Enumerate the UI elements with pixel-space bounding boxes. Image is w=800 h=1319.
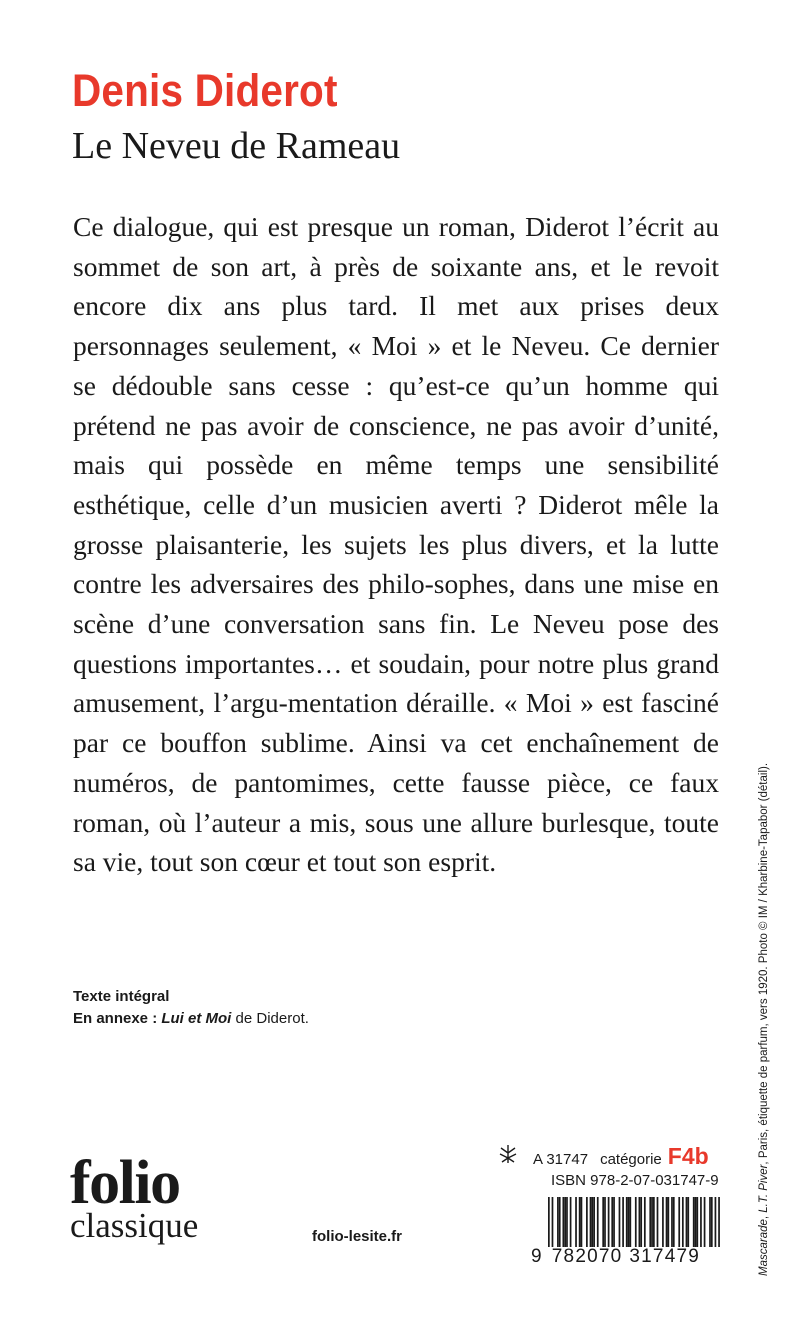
barcode-bar [622,1197,624,1247]
barcode-bar [619,1197,621,1247]
barcode-bar [693,1197,695,1247]
barcode-bar [548,1197,550,1247]
barcode-bar [597,1197,599,1247]
appendix-end: . [304,1010,309,1027]
logo-classique: classique [70,1206,199,1245]
barcode-bar [557,1197,559,1247]
blurb-text: Ce dialogue, qui est presque un roman, Diderot l’écrit au sommet de son art, à près de soixante ans, et le revoit encore dix ans plus tard. Il met aux prises deux personnages seulement, « Moi » et le Neveu. Ce dernier se dédouble sans cesse : qu’est-ce qu’un homme qui prétend ne pas avoir de conscience, ne pas avoir d’unité, mais qui possède en même temps une sensibilité esthétique, celle d’un musicien averti ? Diderot mêle la grosse plaisanterie, les sujets les plus divers, et la lutte contre les adversaires des philo-sophes, dans une mise en scène d’une conversation sans fin. Le Neveu pose des questions importantes… et soudain, pour notre plus grand amusement, l’argu-mentation déraille. « Moi » est fasciné par ce bouffon sublime. Ainsi va cet enchaînement de numéros, de pantomimes, cette fausse pièce, ce faux roman, où l’auteur a mis, sous une allure burlesque, toute sa vie, tout son cœur et tout son esprit. [73,211,719,878]
barcode-bar [570,1197,572,1247]
book-title: Le Neveu de Rameau [72,125,401,167]
logo-folio: folio [70,1149,180,1217]
barcode-bar [711,1197,713,1247]
barcode-bar [651,1197,653,1247]
barcode-bar [673,1197,675,1247]
barcode-bar [644,1197,646,1247]
reference-code: A 31747 [533,1151,589,1168]
barcode-left-digits: 782070 [551,1246,623,1267]
barcode-bar [696,1197,698,1247]
barcode-bar [715,1197,717,1247]
barcode-bar [649,1197,651,1247]
barcode-bar [704,1197,706,1247]
barcode-bar [586,1197,588,1247]
publisher-mark-icon [497,1144,519,1168]
barcode-bar [581,1197,583,1247]
credit-rest: , Paris, étiquette de parfum, vers 1920. Photo © IM / Kharbine-Tapabor (détail). [758,762,770,1165]
barcode-right-digits: 317479 [629,1246,700,1267]
barcode-bar [709,1197,711,1247]
reference-line [497,1143,709,1170]
category-value: F4b [667,1143,709,1169]
barcode-bar [682,1197,684,1247]
cover-image-credit [758,686,770,1276]
appendix-note [73,1008,309,1030]
barcode-bar [604,1197,606,1247]
barcode-bar [626,1197,628,1247]
barcode-bar [718,1197,720,1247]
barcode-bar [700,1197,702,1247]
publisher-mark-svg [497,1144,519,1164]
barcode-first-digit: 9 [531,1246,543,1267]
barcode-bar [559,1197,561,1247]
barcode [548,1197,720,1247]
back-cover-blurb [73,207,719,882]
appendix-prefix: En annexe : [73,1010,162,1027]
barcode-bar [640,1197,642,1247]
barcode-bar [564,1197,566,1247]
author-name: Denis Diderot [72,65,338,116]
credit-sep: , [758,1212,770,1220]
barcode-bar [686,1197,688,1247]
barcode-bar [591,1197,593,1247]
barcode-bar [639,1197,641,1247]
barcode-bar [552,1197,554,1247]
barcode-bar [695,1197,697,1247]
folio-classique-logo [70,1149,199,1245]
barcode-bar [653,1197,655,1247]
barcode-bar [602,1197,604,1247]
website-link[interactable]: folio-lesite.fr [312,1228,403,1245]
barcode-bar [608,1197,610,1247]
barcode-bar [562,1197,564,1247]
barcode-bar [666,1197,668,1247]
barcode-bar [687,1197,689,1247]
category-label: catégorie [600,1151,662,1168]
barcode-bar [613,1197,615,1247]
barcode-bar [593,1197,595,1247]
full-text-note: Texte intégral [73,988,170,1005]
barcode-bar [629,1197,631,1247]
barcode-bar [657,1197,659,1247]
barcode-bar [662,1197,664,1247]
barcode-bar [579,1197,581,1247]
barcode-bar [611,1197,613,1247]
barcode-bar [590,1197,592,1247]
barcode-bar [566,1197,568,1247]
barcode-bar [635,1197,637,1247]
barcode-bar [575,1197,577,1247]
barcode-bar [628,1197,630,1247]
barcode-bar [667,1197,669,1247]
appendix-suffix: de Diderot [231,1010,305,1027]
edition-notes [73,986,309,1030]
barcode-bar [678,1197,680,1247]
barcode-bar [671,1197,673,1247]
credit-work: Mascarade [758,1219,770,1276]
barcode-digits [531,1246,700,1268]
credit-artist: L.T. Piver [758,1164,770,1213]
isbn: ISBN 978-2-07-031747-9 [551,1172,719,1189]
appendix-title: Lui et Moi [161,1010,232,1027]
